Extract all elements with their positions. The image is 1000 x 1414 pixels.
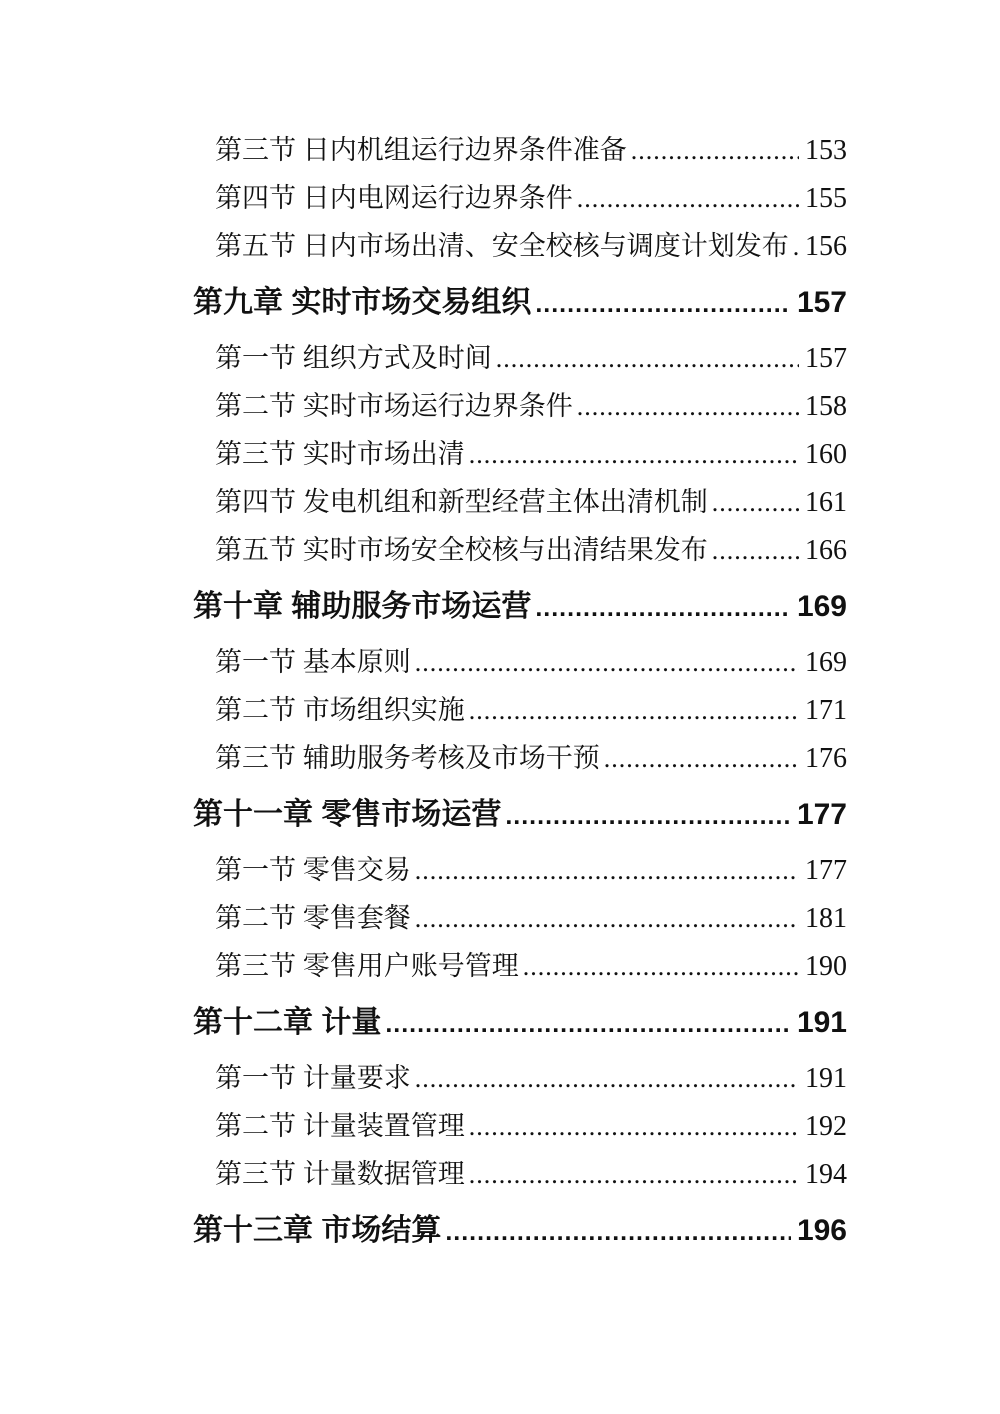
toc-dot-leader — [496, 335, 799, 382]
toc-entry-page-number: 161 — [805, 487, 847, 518]
toc-entry-page-number: 177 — [805, 855, 847, 886]
toc-dot-leader — [415, 847, 799, 894]
toc-dot-leader — [505, 791, 791, 840]
toc-entry-section — [193, 686, 847, 734]
toc-entry-label: 第二节 实时市场运行边界条件 — [215, 391, 573, 421]
toc-entry-section — [193, 334, 847, 382]
toc-entry-page-number: 157 — [796, 286, 847, 319]
toc-dot-leader — [604, 735, 799, 782]
toc-entry-label: 第四节 日内电网运行边界条件 — [215, 183, 573, 213]
toc-entry-page-number: 169 — [805, 647, 847, 678]
toc-entry-section — [193, 478, 847, 526]
toc-dot-leader — [445, 1207, 791, 1256]
toc-entry-section — [193, 526, 847, 574]
toc-dot-leader — [712, 479, 799, 526]
toc-entry-label: 第十三章 市场结算 — [193, 1214, 442, 1247]
toc-entry-section — [193, 638, 847, 686]
toc-entry-label: 第五节 实时市场安全校核与出清结果发布 — [215, 535, 708, 565]
toc-entry-page-number: 160 — [805, 439, 847, 470]
toc-entry-page-number: 194 — [805, 1159, 847, 1190]
toc-dot-leader — [415, 1055, 799, 1102]
toc-entry-label: 第四节 发电机组和新型经营主体出清机制 — [215, 487, 708, 517]
toc-entry-chapter — [193, 998, 847, 1048]
toc-entry-label: 第一节 组织方式及时间 — [215, 343, 492, 373]
toc-entry-label: 第三节 辅助服务考核及市场干预 — [215, 743, 600, 773]
toc-entry-label: 第二节 零售套餐 — [215, 903, 411, 933]
toc-dot-leader — [385, 999, 791, 1048]
toc-entry-label: 第二节 计量装置管理 — [215, 1111, 465, 1141]
toc-entry-page-number: 181 — [805, 903, 847, 934]
toc-entry-section — [193, 430, 847, 478]
toc-dot-leader — [535, 279, 791, 328]
toc-entry-page-number: 196 — [796, 1214, 847, 1247]
toc-entry-label: 第一节 基本原则 — [215, 647, 411, 677]
toc-entry-page-number: 192 — [805, 1111, 847, 1142]
toc-entry-section — [193, 734, 847, 782]
toc-entry-section — [193, 222, 847, 270]
table-of-contents — [193, 126, 847, 1256]
toc-entry-page-number: 171 — [805, 695, 847, 726]
toc-entry-section — [193, 382, 847, 430]
toc-entry-section — [193, 174, 847, 222]
toc-entry-section — [193, 894, 847, 942]
toc-dot-leader — [469, 1103, 799, 1150]
toc-entry-chapter — [193, 278, 847, 328]
toc-dot-leader — [523, 943, 799, 990]
toc-entry-page-number: 166 — [805, 535, 847, 566]
toc-entry-chapter — [193, 1206, 847, 1256]
toc-entry-label: 第十章 辅助服务市场运营 — [193, 590, 532, 623]
toc-dot-leader — [469, 431, 799, 478]
toc-entry-label: 第十二章 计量 — [193, 1006, 382, 1039]
toc-dot-leader — [415, 639, 799, 686]
toc-entry-label: 第一节 计量要求 — [215, 1063, 411, 1093]
toc-entry-page-number: 158 — [805, 391, 847, 422]
toc-entry-section — [193, 1054, 847, 1102]
toc-entry-section — [193, 126, 847, 174]
toc-entry-label: 第五节 日内市场出清、安全校核与调度计划发布 — [215, 231, 789, 261]
toc-entry-chapter — [193, 582, 847, 632]
toc-entry-section — [193, 942, 847, 990]
toc-entry-label: 第三节 零售用户账号管理 — [215, 951, 519, 981]
toc-dot-leader — [793, 223, 799, 270]
toc-entry-page-number: 157 — [805, 343, 847, 374]
toc-entry-label: 第三节 日内机组运行边界条件准备 — [215, 135, 627, 165]
toc-entry-chapter — [193, 790, 847, 840]
toc-dot-leader — [469, 687, 799, 734]
toc-dot-leader — [712, 527, 799, 574]
toc-entry-page-number: 177 — [796, 798, 847, 831]
toc-entry-label: 第三节 计量数据管理 — [215, 1159, 465, 1189]
toc-entry-page-number: 153 — [805, 135, 847, 166]
toc-entry-page-number: 176 — [805, 743, 847, 774]
toc-entry-section — [193, 1150, 847, 1198]
toc-entry-label: 第一节 零售交易 — [215, 855, 411, 885]
toc-entry-label: 第二节 市场组织实施 — [215, 695, 465, 725]
toc-entry-page-number: 191 — [796, 1006, 847, 1039]
toc-entry-page-number: 190 — [805, 951, 847, 982]
toc-dot-leader — [577, 383, 799, 430]
toc-entry-section — [193, 1102, 847, 1150]
toc-entry-page-number: 156 — [805, 231, 847, 262]
toc-dot-leader — [577, 175, 799, 222]
toc-entry-page-number: 155 — [805, 183, 847, 214]
toc-dot-leader — [535, 583, 791, 632]
toc-entry-page-number: 191 — [805, 1063, 847, 1094]
toc-entry-page-number: 169 — [796, 590, 847, 623]
toc-dot-leader — [631, 127, 799, 174]
toc-dot-leader — [415, 895, 799, 942]
toc-entry-label: 第十一章 零售市场运营 — [193, 798, 502, 831]
toc-entry-label: 第三节 实时市场出清 — [215, 439, 465, 469]
toc-dot-leader — [469, 1151, 799, 1198]
toc-entry-section — [193, 846, 847, 894]
toc-entry-label: 第九章 实时市场交易组织 — [193, 286, 532, 319]
